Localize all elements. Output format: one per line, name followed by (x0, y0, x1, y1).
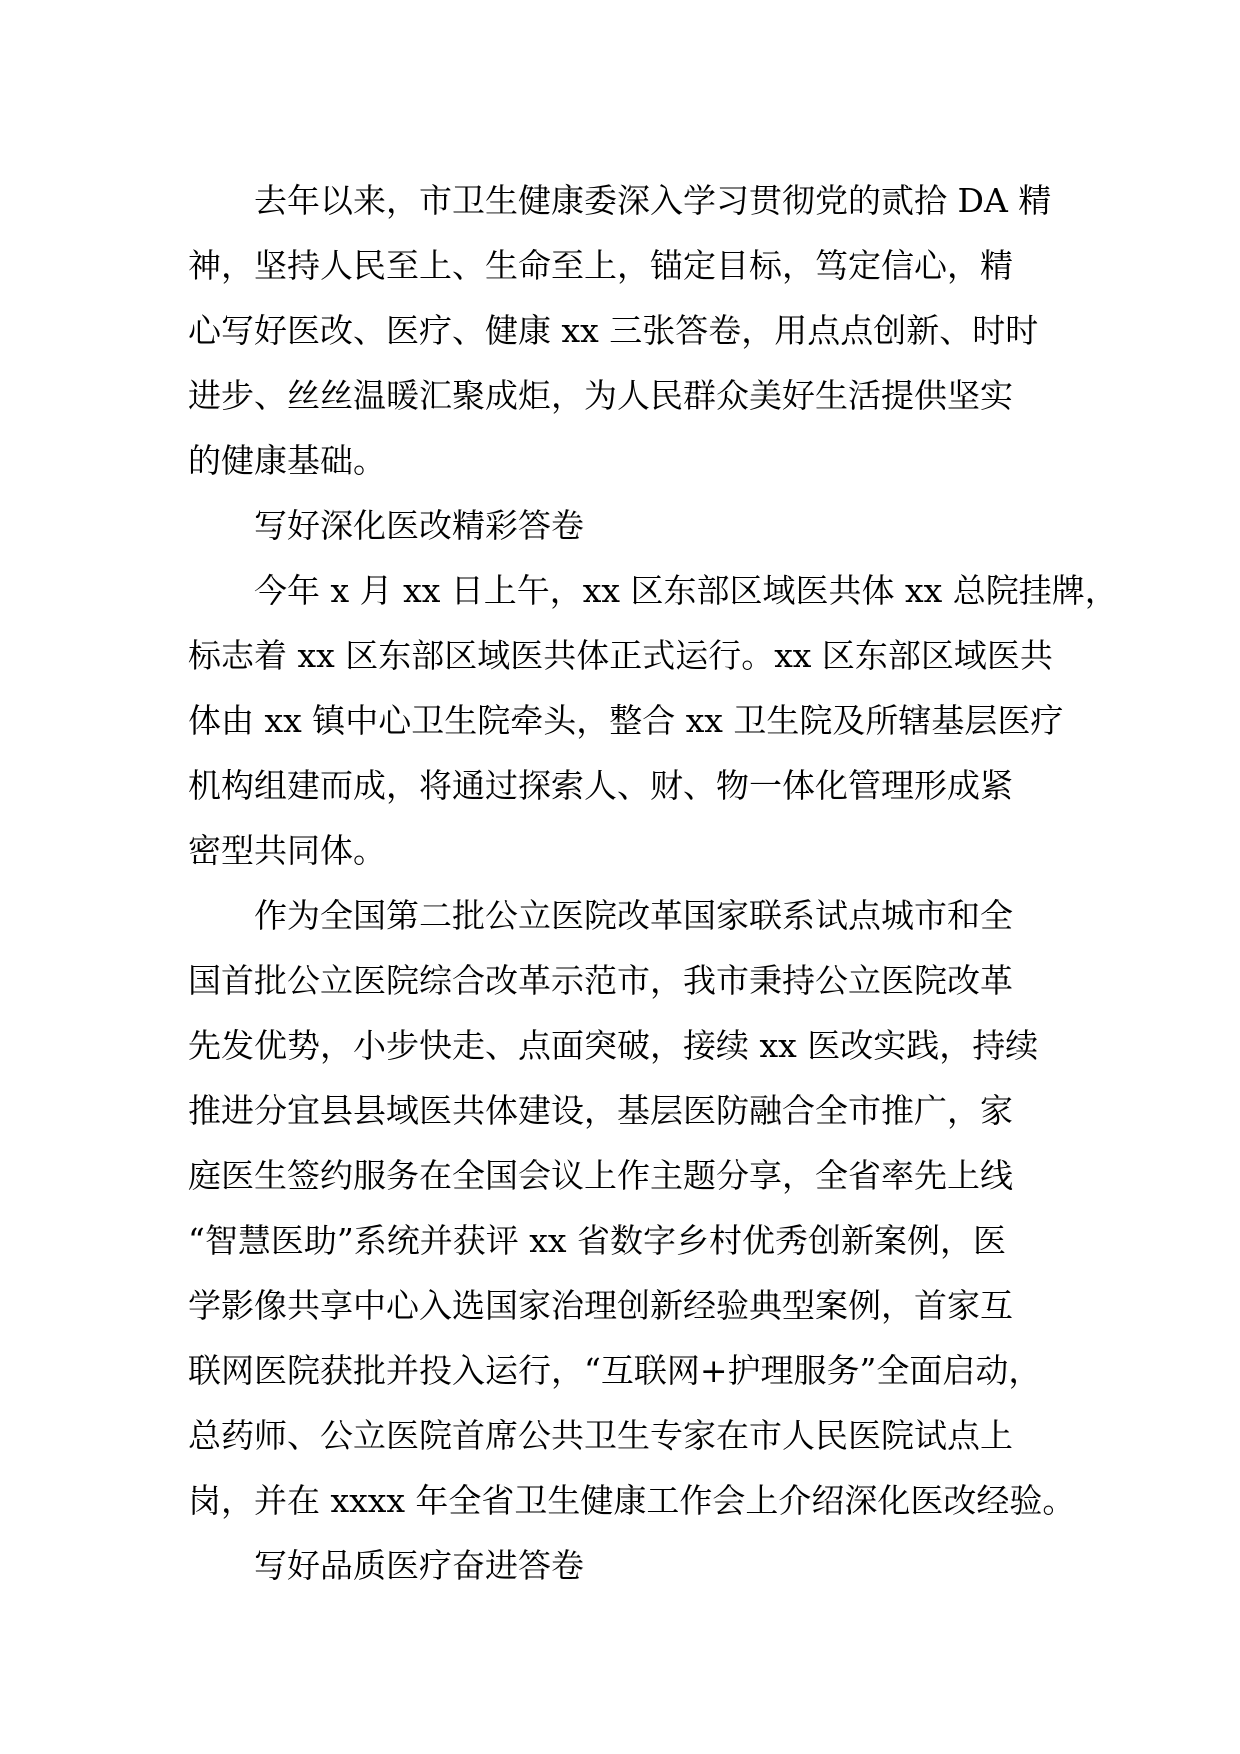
paragraph-line: 体由 xx 镇中心卫生院牵头，整合 xx 卫生院及所辖基层医疗 (188, 701, 1064, 740)
paragraph-line: 神，坚持人民至上、生命至上，锚定目标，笃定信心，精 (188, 246, 1013, 285)
paragraph-line: 的健康基础。 (188, 441, 386, 480)
paragraph-line: 标志着 xx 区东部区域医共体正式运行。xx 区东部区域医共 (188, 636, 1053, 675)
intro-paragraph (188, 168, 1084, 493)
paragraph-line: “智慧医助”系统并获评 xx 省数字乡村优秀创新案例，医 (188, 1221, 1006, 1260)
paragraph-line: 国首批公立医院综合改革示范市，我市秉持公立医院改革 (188, 961, 1013, 1000)
paragraph-line: 作为全国第二批公立医院改革国家联系试点城市和全 (254, 896, 1013, 935)
paragraph-line: 岗，并在 xxxx 年全省卫生健康工作会上介绍深化医改经验。 (188, 1481, 1076, 1520)
paragraph-line: 今年 x 月 xx 日上午，xx 区东部区域医共体 xx 总院挂牌， (254, 571, 1118, 610)
paragraph-line: 总药师、公立医院首席公共卫生专家在市人民医院试点上 (188, 1416, 1013, 1455)
reform-paragraph-2 (188, 883, 1084, 1533)
paragraph-line: 机构组建而成，将通过探索人、财、物一体化管理形成紧 (188, 766, 1013, 805)
document-body (188, 168, 1118, 1598)
paragraph-line: 先发优势，小步快走、点面突破，接续 xx 医改实践，持续 (188, 1026, 1039, 1065)
paragraph-line: 去年以来，市卫生健康委深入学习贯彻党的贰拾 DA 精 (254, 181, 1052, 220)
section-heading-reform: 写好深化医改精彩答卷 (254, 506, 584, 545)
reform-paragraph-1 (188, 558, 1118, 883)
paragraph-line: 心写好医改、医疗、健康 xx 三张答卷，用点点创新、时时 (188, 311, 1039, 350)
paragraph-line: 联网医院获批并投入运行，“互联网+护理服务”全面启动， (188, 1351, 1042, 1390)
paragraph-line: 学影像共享中心入选国家治理创新经验典型案例，首家互 (188, 1286, 1013, 1325)
paragraph-line: 推进分宜县县域医共体建设，基层医防融合全市推广，家 (188, 1091, 1013, 1130)
paragraph-line: 进步、丝丝温暖汇聚成炬，为人民群众美好生活提供坚实 (188, 376, 1013, 415)
paragraph-line: 庭医生签约服务在全国会议上作主题分享，全省率先上线 (188, 1156, 1013, 1195)
paragraph-line: 密型共同体。 (188, 831, 386, 870)
section-heading-quality-care: 写好品质医疗奋进答卷 (254, 1546, 584, 1585)
